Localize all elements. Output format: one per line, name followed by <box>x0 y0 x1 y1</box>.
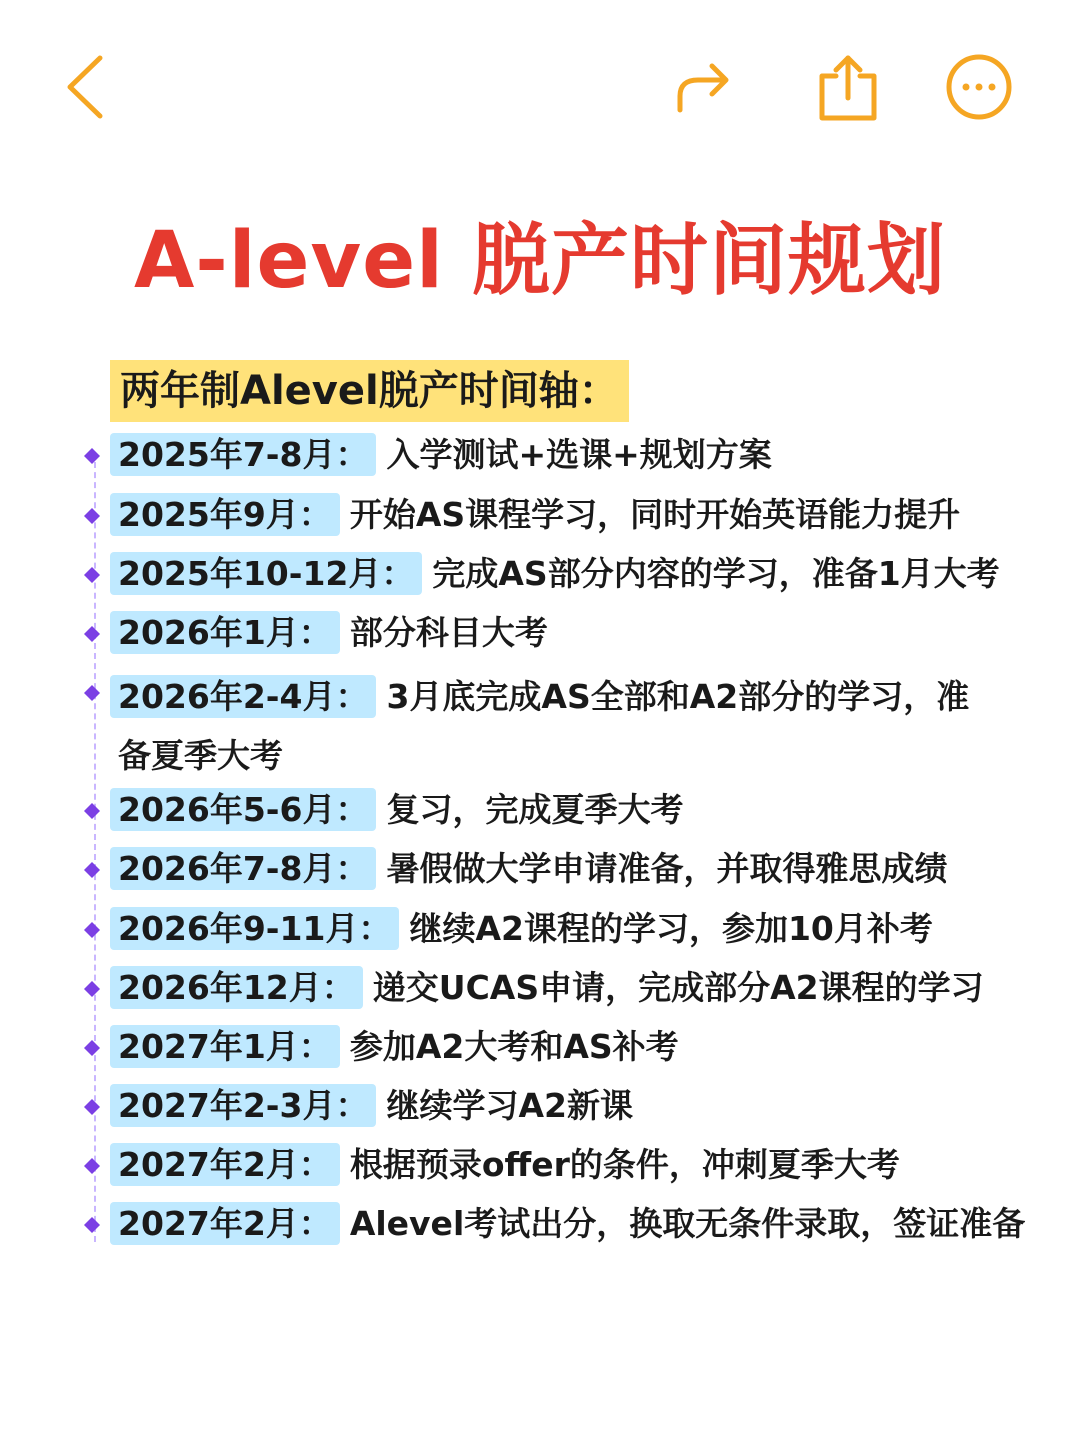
forward-arrow-icon[interactable] <box>670 56 734 120</box>
timeline-item <box>118 963 984 1013</box>
timeline-item <box>118 608 548 658</box>
timeline-text: 3月底完成AS全部和A2部分的学习，准备夏季大考 <box>118 677 970 775</box>
timeline-diamond-icon <box>84 862 100 878</box>
timeline-diamond-icon <box>84 922 100 938</box>
timeline-item <box>118 785 683 835</box>
timeline-item <box>118 490 960 540</box>
timeline-subtitle: 两年制Alevel脱产时间轴： <box>110 360 629 422</box>
timeline-item <box>118 1081 633 1131</box>
timeline-item <box>118 430 772 480</box>
timeline-text: 完成AS部分内容的学习，准备1月大考 <box>432 554 1000 593</box>
timeline-date: 2026年1月： <box>110 611 340 654</box>
timeline-text: 入学测试+选课+规划方案 <box>386 435 772 474</box>
timeline-text: 根据预录offer的条件，冲刺夏季大考 <box>349 1145 900 1184</box>
timeline-item <box>118 1022 679 1072</box>
timeline-diamond-icon <box>84 981 100 997</box>
timeline-diamond-icon <box>84 1099 100 1115</box>
timeline-diamond-icon <box>84 1158 100 1174</box>
timeline-diamond-icon <box>84 803 100 819</box>
timeline-diamond-icon <box>84 508 100 524</box>
timeline-item <box>118 904 933 954</box>
timeline-text: 复习，完成夏季大考 <box>386 790 684 829</box>
timeline-text: 递交UCAS申请，完成部分A2课程的学习 <box>372 968 984 1007</box>
timeline-date: 2026年5-6月： <box>110 788 376 831</box>
timeline-date: 2026年2-4月： <box>110 675 376 718</box>
timeline-text: 部分科目大考 <box>349 613 548 652</box>
timeline-date: 2026年12月： <box>110 966 363 1009</box>
top-navigation-bar <box>0 0 1080 180</box>
timeline-item <box>118 667 998 785</box>
timeline-date: 2027年2-3月： <box>110 1084 376 1127</box>
share-icon[interactable] <box>816 52 880 124</box>
timeline-diamond-icon <box>84 1217 100 1233</box>
timeline-date: 2025年10-12月： <box>110 552 422 595</box>
timeline-text: 开始AS课程学习，同时开始英语能力提升 <box>349 495 961 534</box>
timeline-date: 2025年7-8月： <box>110 433 376 476</box>
chevron-left-icon[interactable] <box>60 52 110 122</box>
timeline-date: 2026年9-11月： <box>110 907 399 950</box>
timeline-diamond-icon <box>84 1040 100 1056</box>
timeline-date: 2027年1月： <box>110 1025 340 1068</box>
timeline-date: 2027年2月： <box>110 1202 340 1245</box>
timeline-text: 参加A2大考和AS补考 <box>349 1027 679 1066</box>
timeline-diamond-icon <box>84 567 100 583</box>
timeline-diamond-icon <box>84 626 100 642</box>
more-icon[interactable] <box>944 52 1014 122</box>
timeline-date: 2026年7-8月： <box>110 847 376 890</box>
timeline-diamond-icon <box>84 685 100 701</box>
timeline-diamond-icon <box>84 448 100 464</box>
timeline-item <box>118 1140 900 1190</box>
timeline-text: Alevel考试出分，换取无条件录取，签证准备 <box>349 1204 1026 1243</box>
timeline-item <box>118 844 947 894</box>
timeline-item <box>118 549 1000 599</box>
timeline-item <box>118 1199 1025 1249</box>
timeline-text: 继续学习A2新课 <box>386 1086 633 1125</box>
page-title: A-level 脱产时间规划 <box>133 216 946 306</box>
timeline-text: 暑假做大学申请准备，并取得雅思成绩 <box>386 849 948 888</box>
timeline-date: 2027年2月： <box>110 1143 340 1186</box>
timeline-text: 继续A2课程的学习，参加10月补考 <box>409 909 933 948</box>
timeline-date: 2025年9月： <box>110 493 340 536</box>
